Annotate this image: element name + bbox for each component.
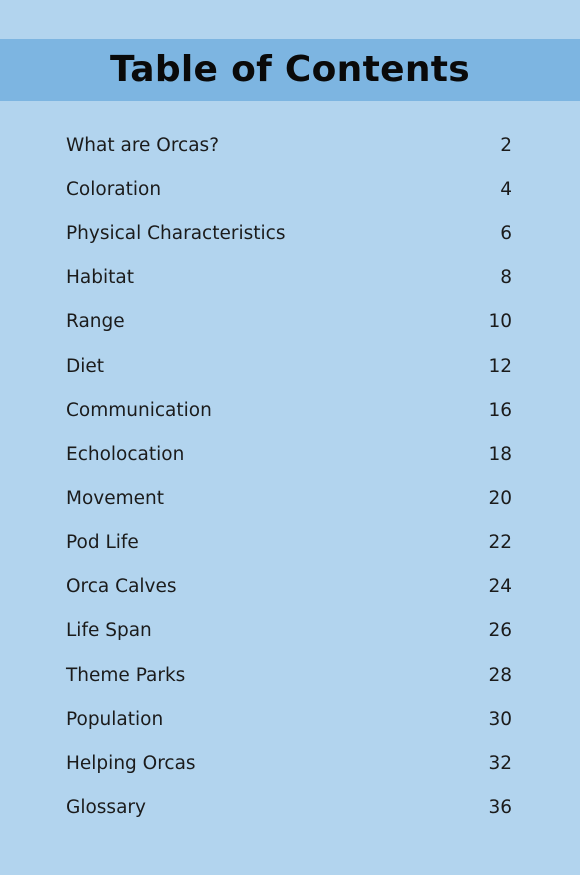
toc-entry-label: Orca Calves xyxy=(66,576,177,598)
toc-entry-label: Physical Characteristics xyxy=(66,223,286,245)
toc-entry-label: Population xyxy=(66,708,164,730)
toc-entry-label: Pod Life xyxy=(66,532,139,554)
toc-entry-label: Range xyxy=(66,311,125,333)
toc-entry-label: Movement xyxy=(66,487,164,509)
toc-entry xyxy=(66,389,512,433)
toc-entry xyxy=(66,124,512,168)
toc-entry xyxy=(66,433,512,477)
toc-entry-page: 18 xyxy=(488,443,512,465)
toc-entry-page: 22 xyxy=(488,532,512,554)
toc-entry-label: Helping Orcas xyxy=(66,752,196,774)
toc-entry-page: 24 xyxy=(488,576,512,598)
toc-entry-label: Diet xyxy=(66,355,105,377)
toc-entry-label: Life Span xyxy=(66,620,152,642)
page-title: Table of Contents xyxy=(110,49,470,90)
title-band xyxy=(0,39,580,101)
toc-entry xyxy=(66,345,512,389)
table-of-contents-list xyxy=(66,124,512,830)
toc-entry-page: 6 xyxy=(500,223,512,245)
toc-entry xyxy=(66,610,512,654)
toc-entry-label: Communication xyxy=(66,399,212,421)
toc-entry-page: 26 xyxy=(488,620,512,642)
toc-entry-page: 12 xyxy=(488,355,512,377)
toc-entry-label: Theme Parks xyxy=(66,664,186,686)
toc-entry-label: Glossary xyxy=(66,796,146,818)
toc-entry xyxy=(66,212,512,256)
toc-entry-label: Coloration xyxy=(66,178,162,200)
toc-entry xyxy=(66,565,512,609)
toc-entry-label: Echolocation xyxy=(66,443,185,465)
toc-entry-page: 16 xyxy=(488,399,512,421)
toc-entry-page: 30 xyxy=(488,708,512,730)
toc-entry xyxy=(66,168,512,212)
toc-entry xyxy=(66,654,512,698)
toc-entry-page: 4 xyxy=(500,178,512,200)
toc-entry-label: Habitat xyxy=(66,267,134,289)
toc-entry xyxy=(66,786,512,830)
toc-entry xyxy=(66,477,512,521)
toc-entry-page: 28 xyxy=(488,664,512,686)
toc-entry-page: 20 xyxy=(488,487,512,509)
toc-entry-page: 8 xyxy=(500,267,512,289)
toc-entry-page: 36 xyxy=(488,796,512,818)
toc-entry-label: What are Orcas? xyxy=(66,134,220,156)
toc-entry xyxy=(66,301,512,345)
toc-entry xyxy=(66,256,512,300)
toc-entry xyxy=(66,521,512,565)
toc-entry-page: 2 xyxy=(500,134,512,156)
toc-entry-page: 10 xyxy=(488,311,512,333)
toc-entry xyxy=(66,698,512,742)
toc-entry xyxy=(66,742,512,786)
toc-entry-page: 32 xyxy=(488,752,512,774)
